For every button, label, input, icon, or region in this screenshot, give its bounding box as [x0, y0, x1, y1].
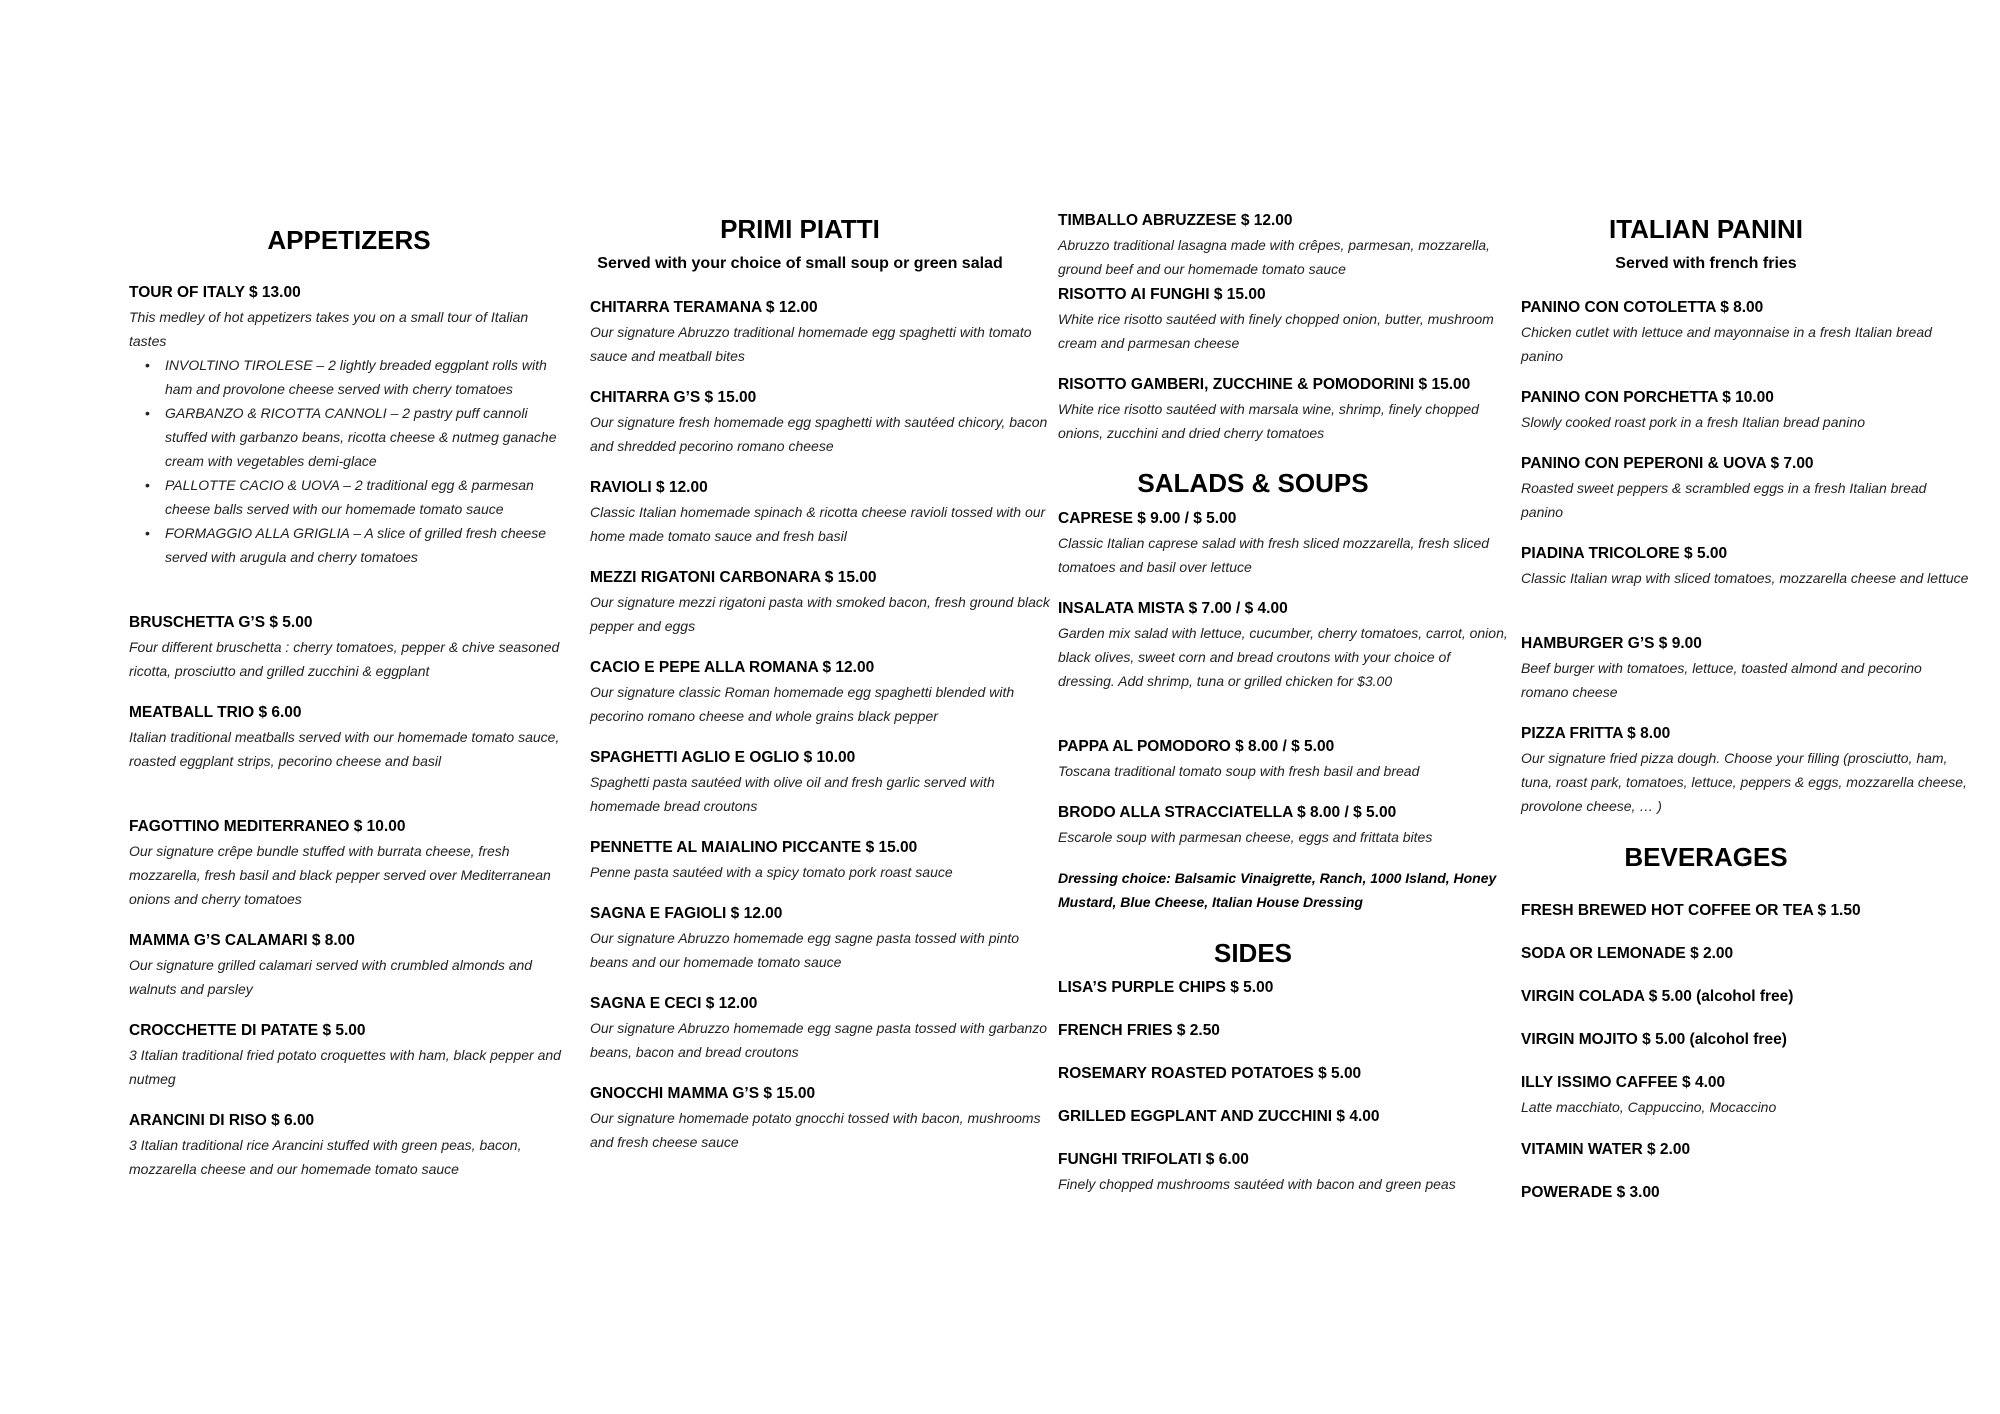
menu-item	[129, 1019, 569, 1091]
item-name: VIRGIN MOJITO $ 5.00 (alcohol free)	[1521, 1031, 1787, 1048]
list-item: • INVOLTINO TIROLESE – 2 lightly breaded eggplant rolls with ham and provolone cheese served with cherry tomatoes	[165, 353, 569, 401]
menu-item	[129, 929, 569, 1001]
item-desc: This medley of hot appetizers takes you on a small tour of Italian tastes	[129, 309, 529, 349]
item-desc: Abruzzo traditional lasagna made with crêpes, parmesan, mozzarella, ground beef and our homemade tomato sauce	[1058, 237, 1490, 277]
item-name: VIRGIN COLADA $ 5.00 (alcohol free)	[1521, 988, 1794, 1005]
item-desc: Escarole soup with parmesan cheese, eggs and frittata bites	[1058, 829, 1433, 845]
menu-item	[590, 386, 1050, 458]
bullet-icon: •	[145, 405, 150, 421]
bullet-icon: •	[145, 477, 150, 493]
menu-item	[590, 566, 1050, 638]
item-name: FRESH BREWED HOT COFFEE OR TEA $ 1.50	[1521, 902, 1861, 919]
menu-item	[1521, 985, 1971, 1009]
item-desc: Classic Italian caprese salad with fresh sliced mozzarella, fresh sliced tomatoes and basil over lettuce	[1058, 535, 1490, 575]
item-desc: Classic Italian wrap with sliced tomatoes, mozzarella cheese and lettuce	[1521, 570, 1969, 586]
item-desc: Our signature Abruzzo homemade egg sagne pasta tossed with pinto beans and our homemade tomato sauce	[590, 930, 1020, 970]
menu-item	[1521, 296, 1971, 368]
menu-item	[590, 902, 1050, 974]
item-name: VITAMIN WATER $ 2.00	[1521, 1141, 1691, 1158]
item-desc: Our signature mezzi rigatoni pasta with smoked bacon, fresh ground black pepper and eggs	[590, 594, 1050, 634]
item-name: SPAGHETTI AGLIO E OGLIO $ 10.00	[590, 749, 856, 766]
item-name: MAMMA G’S CALAMARI $ 8.00	[129, 932, 355, 949]
menu-item	[1058, 1148, 1508, 1196]
list-item: • PALLOTTE CACIO & UOVA – 2 traditional egg & parmesan cheese balls served with our homemade tomato sauce	[165, 473, 569, 521]
menu-item	[1521, 1071, 1971, 1119]
item-desc: Classic Italian homemade spinach & ricotta cheese ravioli tossed with our home made tomato sauce and fresh basil	[590, 504, 1046, 544]
item-name: POWERADE $ 3.00	[1521, 1184, 1660, 1201]
primi-title: PRIMI PIATTI	[720, 214, 880, 244]
item-name: ARANCINI DI RISO $ 6.00	[129, 1112, 315, 1129]
item-name: PIZZA FRITTA $ 8.00	[1521, 725, 1671, 742]
menu-item	[1521, 942, 1971, 966]
item-desc: Garden mix salad with lettuce, cucumber, cherry tomatoes, carrot, onion, black olives, sweet corn and bread croutons with your choice of dressing. Add shrimp, tuna or grilled chicken for $3.00	[1058, 625, 1508, 689]
menu-item	[1058, 597, 1508, 693]
item-desc: Spaghetti pasta sautéed with olive oil and fresh garlic served with homemade bread croutons	[590, 774, 995, 814]
sides-title: SIDES	[1213, 938, 1293, 968]
item-desc: 3 Italian traditional rice Arancini stuffed with green peas, bacon, mozzarella cheese and our homemade tomato sauce	[129, 1137, 522, 1177]
item-desc: Our signature homemade potato gnocchi tossed with bacon, mushrooms and fresh cheese sauce	[590, 1110, 1041, 1150]
menu-item	[590, 1082, 1050, 1154]
item-name: TOUR OF ITALY $ 13.00	[129, 284, 301, 301]
item-name: CROCCHETTE DI PATATE $ 5.00	[129, 1022, 366, 1039]
menu-item	[1058, 801, 1508, 849]
menu-item	[590, 992, 1050, 1064]
menu-item	[129, 1109, 569, 1181]
primi-subtitle: Served with your choice of small soup or green salad	[597, 255, 1003, 272]
menu-item	[1521, 722, 1971, 818]
item-name: CACIO E PEPE ALLA ROMANA $ 12.00	[590, 659, 875, 676]
list-item: • FORMAGGIO ALLA GRIGLIA – A slice of grilled fresh cheese served with arugula and cherry tomatoes	[165, 521, 569, 569]
item-name: CHITARRA G’S $ 15.00	[590, 389, 757, 406]
item-name: BRUSCHETTA G’S $ 5.00	[129, 614, 313, 631]
menu-item	[129, 701, 569, 773]
menu-item	[1058, 283, 1508, 355]
item-name: PANINO CON PEPERONI & UOVA $ 7.00	[1521, 455, 1814, 472]
item-desc: Roasted sweet peppers & scrambled eggs in a fresh Italian bread panino	[1521, 480, 1927, 520]
item-desc: Slowly cooked roast pork in a fresh Italian bread panino	[1521, 414, 1865, 430]
beverages-title: BEVERAGES	[1624, 842, 1788, 872]
menu-item	[1058, 735, 1508, 783]
item-desc: 3 Italian traditional fried potato croquettes with ham, black pepper and nutmeg	[129, 1047, 561, 1087]
menu-item	[1521, 1028, 1971, 1052]
list-item: • GARBANZO & RICOTTA CANNOLI – 2 pastry puff cannoli stuffed with garbanzo beans, ricotta cheese & nutmeg ganache cream with vegetables demi-glace	[165, 401, 569, 473]
menu-item	[590, 836, 1050, 884]
item-name: GRILLED EGGPLANT AND ZUCCHINI $ 4.00	[1058, 1108, 1380, 1125]
item-desc: Our signature Abruzzo traditional homemade egg spaghetti with tomato sauce and meatball bites	[590, 324, 1032, 364]
item-desc: Our signature grilled calamari served with crumbled almonds and walnuts and parsley	[129, 957, 533, 997]
item-desc: Beef burger with tomatoes, lettuce, toasted almond and pecorino romano cheese	[1521, 660, 1922, 700]
item-desc: Our signature crêpe bundle stuffed with burrata cheese, fresh mozzarella, fresh basil and black pepper served over Mediterranean onions and cherry tomatoes	[129, 843, 551, 907]
menu-item	[590, 476, 1050, 548]
menu-item	[1058, 976, 1508, 1000]
item-name: ROSEMARY ROASTED POTATOES $ 5.00	[1058, 1065, 1362, 1082]
item-name: FAGOTTINO MEDITERRANEO $ 10.00	[129, 818, 406, 835]
menu-item	[129, 611, 569, 683]
menu-item	[129, 815, 569, 911]
item-name: BRODO ALLA STRACCIATELLA $ 8.00 / $ 5.00	[1058, 804, 1397, 821]
item-name: PENNETTE AL MAIALINO PICCANTE $ 15.00	[590, 839, 918, 856]
item-name: PANINO CON COTOLETTA $ 8.00	[1521, 299, 1764, 316]
menu-item	[590, 656, 1050, 728]
menu-item	[1521, 542, 1971, 590]
menu-item	[1058, 507, 1508, 579]
menu-item	[1521, 452, 1971, 524]
panini-title: ITALIAN PANINI	[1608, 214, 1804, 244]
menu-item	[590, 746, 1050, 818]
menu-item	[1058, 1105, 1508, 1129]
menu-item	[1058, 1062, 1508, 1086]
menu-item	[1521, 1138, 1971, 1162]
item-name: CAPRESE $ 9.00 / $ 5.00	[1058, 510, 1237, 527]
bullet-icon: •	[145, 357, 150, 373]
item-name: PAPPA AL POMODORO $ 8.00 / $ 5.00	[1058, 738, 1335, 755]
item-desc: Penne pasta sautéed with a spicy tomato pork roast sauce	[590, 864, 953, 880]
item-name: INSALATA MISTA $ 7.00 / $ 4.00	[1058, 600, 1288, 617]
item-name: PANINO CON PORCHETTA $ 10.00	[1521, 389, 1774, 406]
menu-item	[1521, 386, 1971, 434]
item-name: HAMBURGER G’S $ 9.00	[1521, 635, 1702, 652]
item-desc: Latte macchiato, Cappuccino, Mocaccino	[1521, 1099, 1777, 1115]
dressing-choice: Dressing choice: Balsamic Vinaigrette, Ranch, 1000 Island, Honey Mustard, Blue Cheese, Italian House Dressing	[1058, 870, 1497, 910]
item-name: MEATBALL TRIO $ 6.00	[129, 704, 302, 721]
item-desc: Four different bruschetta : cherry tomatoes, pepper & chive seasoned ricotta, prosciutto and grilled zucchini & eggplant	[129, 639, 560, 679]
item-name: PIADINA TRICOLORE $ 5.00	[1521, 545, 1728, 562]
item-name: CHITARRA TERAMANA $ 12.00	[590, 299, 818, 316]
item-desc: White rice risotto sautéed with marsala wine, shrimp, finely chopped onions, zucchini and dried cherry tomatoes	[1058, 401, 1479, 441]
menu-item	[590, 296, 1050, 368]
item-name: LISA’S PURPLE CHIPS $ 5.00	[1058, 979, 1274, 996]
item-name: TIMBALLO ABRUZZESE $ 12.00	[1058, 212, 1293, 229]
item-desc: Toscana traditional tomato soup with fresh basil and bread	[1058, 763, 1420, 779]
item-name: GNOCCHI MAMMA G’S $ 15.00	[590, 1085, 816, 1102]
item-name: SAGNA E FAGIOLI $ 12.00	[590, 905, 783, 922]
item-name: SAGNA E CECI $ 12.00	[590, 995, 758, 1012]
item-desc: Our signature fried pizza dough. Choose your filling (prosciutto, ham, tuna, roast park, tomatoes, lettuce, peppers & eggs, mozzarella cheese, provolone cheese, … )	[1521, 750, 1967, 814]
item-desc: Chicken cutlet with lettuce and mayonnaise in a fresh Italian bread panino	[1521, 324, 1932, 364]
item-name: SODA OR LEMONADE $ 2.00	[1521, 945, 1734, 962]
menu-item	[1521, 1181, 1971, 1205]
menu-item	[1521, 899, 1971, 923]
item-name: MEZZI RIGATONI CARBONARA $ 15.00	[590, 569, 877, 586]
tour-subitems	[129, 353, 569, 569]
item-desc: Italian traditional meatballs served with our homemade tomato sauce, roasted eggplant strips, pecorino cheese and basil	[129, 729, 560, 769]
item-name: FRENCH FRIES $ 2.50	[1058, 1022, 1220, 1039]
item-desc: White rice risotto sautéed with finely chopped onion, butter, mushroom cream and parmesan cheese	[1058, 311, 1494, 351]
item-name: ILLY ISSIMO CAFFEE $ 4.00	[1521, 1074, 1726, 1091]
menu-item	[1058, 373, 1508, 445]
appetizers-title: APPETIZERS	[267, 225, 431, 255]
salads-title: SALADS & SOUPS	[1137, 468, 1369, 498]
item-desc: Our signature fresh homemade egg spaghetti with sautéed chicory, bacon and shredded pecorino romano cheese	[590, 414, 1048, 454]
item-name: RAVIOLI $ 12.00	[590, 479, 708, 496]
menu-item	[1058, 1019, 1508, 1043]
menu-item-tour-of-italy	[129, 281, 569, 569]
menu-item	[1521, 632, 1971, 704]
item-name: RISOTTO AI FUNGHI $ 15.00	[1058, 286, 1266, 303]
item-name: FUNGHI TRIFOLATI $ 6.00	[1058, 1151, 1249, 1168]
panini-subtitle: Served with french fries	[1615, 255, 1797, 272]
item-desc: Our signature Abruzzo homemade egg sagne pasta tossed with garbanzo beans, bacon and bread croutons	[590, 1020, 1048, 1060]
item-name: RISOTTO GAMBERI, ZUCCHINE & POMODORINI $ 15.00	[1058, 376, 1471, 393]
item-desc: Our signature classic Roman homemade egg spaghetti blended with pecorino romano cheese and whole grains black pepper	[590, 684, 1015, 724]
item-desc: Finely chopped mushrooms sautéed with bacon and green peas	[1058, 1176, 1456, 1192]
bullet-icon: •	[145, 525, 150, 541]
menu-item	[1058, 209, 1508, 281]
